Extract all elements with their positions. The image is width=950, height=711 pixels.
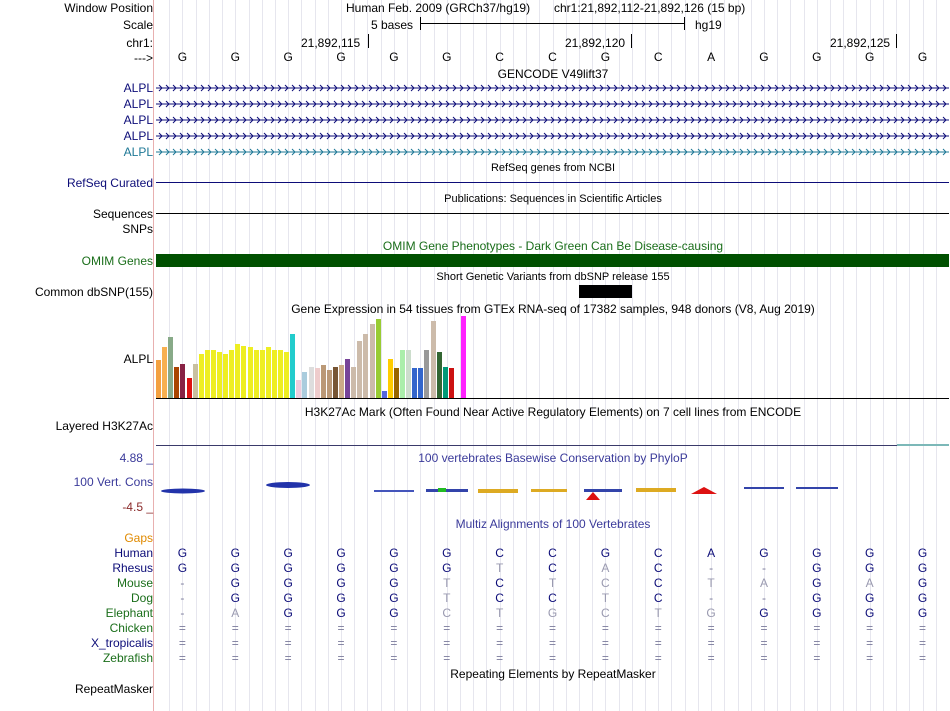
alignment-base: C: [548, 561, 557, 575]
alignment-base: T: [707, 576, 715, 590]
gencode-transcript[interactable]: [156, 147, 949, 157]
alignment-base: C: [601, 576, 610, 590]
gtex-tissue-bar[interactable]: [315, 368, 320, 398]
alignment-base: =: [654, 636, 662, 650]
scale-label[interactable]: Scale: [122, 18, 153, 32]
logo-glyph-t: [438, 488, 446, 492]
alignment-base: A: [865, 576, 874, 590]
alignment-base: A: [231, 606, 240, 620]
alignment-base: G: [336, 561, 346, 575]
coord-tick: [631, 34, 632, 48]
alignment-base: C: [495, 546, 504, 560]
alignment-base: C: [548, 546, 557, 560]
gencode-transcript[interactable]: [156, 99, 949, 109]
gtex-tissue-bar[interactable]: [229, 350, 234, 398]
scale-bar-text: 5 bases: [371, 18, 414, 32]
gtex-tissue-bar[interactable]: [254, 350, 259, 398]
alignment-base: =: [760, 636, 768, 650]
h3k27ac-signal: [897, 444, 949, 446]
alignment-base: G: [812, 546, 822, 560]
dbsnp-variant-feature[interactable]: [579, 285, 632, 298]
alignment-base: =: [443, 636, 451, 650]
gencode-track-title: GENCODE V49lift37: [497, 67, 609, 81]
alignment-base: G: [336, 591, 346, 605]
gtex-tissue-bar[interactable]: [309, 367, 314, 398]
alignment-base: =: [601, 621, 609, 635]
gtex-tissue-bar[interactable]: [211, 350, 216, 398]
alignment-base: C: [495, 576, 504, 590]
omim-gene-feature[interactable]: [156, 254, 949, 267]
gtex-tissue-bar[interactable]: [284, 352, 289, 398]
species-label-chicken[interactable]: Chicken: [109, 621, 153, 635]
publications-track-title: Publications: Sequences in Scientific Articles: [444, 193, 662, 205]
chrom-label[interactable]: chr1:: [126, 36, 153, 50]
alignment-base: -: [709, 591, 714, 605]
gtex-tissue-bar[interactable]: [193, 364, 198, 398]
alignment-base: =: [337, 621, 345, 635]
gtex-tissue-bar[interactable]: [461, 316, 466, 398]
alignment-base: G: [283, 546, 293, 560]
gtex-tissue-bar[interactable]: [272, 350, 277, 398]
base-letter: G: [917, 50, 928, 64]
base-letter: C: [495, 50, 504, 64]
gtex-tissue-bar[interactable]: [187, 378, 192, 398]
scale-db: hg19: [695, 18, 722, 32]
gtex-tissue-bar[interactable]: [351, 367, 356, 398]
transcript-strand-arrows: [156, 117, 949, 123]
alignment-base: =: [654, 621, 662, 635]
alignment-base: G: [336, 606, 346, 620]
base-letter: G: [230, 50, 240, 64]
phylop-logo: [156, 476, 949, 500]
base-letter: G: [389, 50, 399, 64]
phylop-min-label: -4.5 _: [122, 500, 153, 514]
phylop-track-title: 100 vertebrates Basewise Conservation by PhyloP: [418, 451, 688, 465]
alignment-base: G: [230, 546, 240, 560]
alignment-base: =: [654, 651, 662, 665]
transcript-strand-arrows: [156, 101, 949, 107]
alignment-base: G: [389, 591, 399, 605]
dbsnp-track-label[interactable]: Common dbSNP(155): [34, 285, 153, 299]
gtex-tissue-bar[interactable]: [296, 380, 301, 398]
logo-glyph: [744, 487, 784, 489]
logo-glyph-g: [266, 482, 310, 488]
alignment-base: T: [654, 606, 662, 620]
gencode-gene-label[interactable]: ALPL: [123, 113, 153, 127]
alignment-base: =: [390, 621, 398, 635]
base-letter: G: [177, 50, 188, 64]
multiz-gaps-label[interactable]: Gaps: [124, 531, 153, 545]
base-letter: G: [336, 50, 346, 64]
alignment-base: G: [812, 606, 822, 620]
alignment-base: =: [390, 636, 398, 650]
gtex-track-label[interactable]: ALPL: [123, 352, 153, 366]
alignment-base: G: [759, 606, 769, 620]
refseq-track-line: [156, 182, 949, 183]
alignment-base: =: [443, 651, 451, 665]
gtex-tissue-bar[interactable]: [333, 367, 338, 398]
refseq-track-label[interactable]: RefSeq Curated: [66, 176, 153, 190]
repeatmasker-track-label[interactable]: RepeatMasker: [74, 682, 153, 696]
alignment-base: G: [865, 546, 875, 560]
gtex-tissue-bar[interactable]: [339, 365, 344, 398]
base-letter: G: [865, 50, 875, 64]
alignment-base: C: [442, 606, 452, 620]
species-label-dog[interactable]: Dog: [130, 591, 153, 605]
alignment-base: =: [919, 621, 927, 635]
alignment-base: =: [337, 636, 345, 650]
alignment-base: =: [919, 636, 927, 650]
alignment-base: =: [443, 621, 451, 635]
alignment-base: G: [547, 606, 558, 620]
alignment-base: C: [653, 546, 663, 560]
gtex-tissue-bar[interactable]: [449, 368, 454, 398]
snps-track-label[interactable]: SNPs: [122, 222, 153, 236]
alignment-base: -: [180, 591, 185, 605]
alignment-base: G: [759, 546, 769, 560]
base-letter: G: [759, 50, 769, 64]
alignment-base: =: [231, 636, 239, 650]
refseq-track-title: RefSeq genes from NCBI: [490, 162, 616, 174]
h3k27ac-track-title: H3K27Ac Mark (Often Found Near Active Regulatory Elements) on 7 cell lines from ENCODE: [304, 405, 802, 419]
gtex-tissue-bar[interactable]: [357, 341, 362, 398]
gtex-tissue-bar[interactable]: [431, 321, 436, 398]
gtex-tissue-bar[interactable]: [162, 347, 167, 398]
alignment-base: C: [653, 576, 663, 590]
base-letter: G: [283, 50, 293, 64]
coord-tick-label: 21,892,115: [301, 36, 361, 50]
gtex-tissue-bar[interactable]: [223, 354, 228, 398]
coord-tick: [368, 34, 369, 48]
alignment-base: G: [389, 561, 399, 575]
alignment-base: G: [177, 561, 188, 575]
alignment-base: -: [761, 591, 766, 605]
gtex-tissue-bar[interactable]: [327, 370, 332, 398]
alignment-base: T: [495, 561, 504, 575]
transcript-strand-arrows: [156, 85, 949, 91]
alignment-base: =: [760, 621, 768, 635]
multiz-track-title: Multiz Alignments of 100 Vertebrates: [455, 517, 651, 531]
h3k27ac-track-line: [156, 445, 949, 446]
alignment-base: T: [443, 591, 451, 605]
alignment-base: G: [917, 576, 928, 590]
alignment-base: A: [601, 561, 610, 575]
gtex-tissue-bar[interactable]: [394, 368, 399, 398]
alignment-base: =: [707, 651, 715, 665]
base-letter: G: [600, 50, 611, 64]
alignment-base: =: [337, 651, 345, 665]
h3k27ac-track-label[interactable]: Layered H3K27Ac: [55, 419, 153, 433]
gencode-transcript[interactable]: [156, 115, 949, 125]
scale-bar-right-tick: [684, 17, 685, 30]
logo-glyph-a: [586, 492, 600, 500]
publications-track-label[interactable]: Sequences: [92, 207, 153, 221]
gtex-tissue-bar[interactable]: [302, 372, 307, 398]
alignment-base: G: [283, 591, 293, 605]
alignment-base: =: [707, 636, 715, 650]
gtex-tissue-bar[interactable]: [345, 359, 350, 398]
base-letter: C: [548, 50, 557, 64]
alignment-base: =: [231, 621, 239, 635]
gtex-tissue-bar[interactable]: [266, 347, 271, 398]
alignment-base: =: [866, 621, 874, 635]
alignment-base: =: [231, 651, 239, 665]
alignment-base: G: [865, 591, 875, 605]
species-label-zebrafish[interactable]: Zebrafish: [102, 651, 153, 665]
alignment-base: =: [548, 651, 556, 665]
alignment-base: -: [180, 576, 185, 590]
gtex-tissue-bar[interactable]: [406, 350, 411, 398]
alignment-base: =: [178, 651, 186, 665]
alignment-base: -: [761, 561, 766, 575]
alignment-base: G: [812, 576, 822, 590]
alignment-base: G: [442, 546, 452, 560]
repeatmasker-track-title: Repeating Elements by RepeatMasker: [450, 667, 656, 681]
transcript-strand-arrows: [156, 149, 949, 155]
alignment-base: C: [653, 561, 663, 575]
alignment-base: G: [389, 576, 399, 590]
species-label-mouse[interactable]: Mouse: [116, 576, 153, 590]
gtex-tissue-bar[interactable]: [241, 346, 246, 398]
gtex-tissue-bar[interactable]: [363, 334, 368, 398]
alignment-base: G: [389, 546, 399, 560]
alignment-base: -: [709, 561, 714, 575]
gtex-tissue-bar[interactable]: [376, 319, 381, 398]
gtex-tissue-bar[interactable]: [443, 367, 448, 398]
gtex-tissue-bar[interactable]: [321, 365, 326, 398]
logo-glyph: [374, 490, 414, 492]
gtex-tissue-bar[interactable]: [278, 350, 283, 398]
alignment-base: =: [866, 636, 874, 650]
alignment-base: =: [919, 651, 927, 665]
gtex-tissue-bar[interactable]: [156, 360, 161, 398]
alignment-base: =: [496, 621, 504, 635]
logo-glyph-g: [161, 489, 205, 494]
alignment-base: G: [389, 606, 399, 620]
base-letter: C: [653, 50, 663, 64]
alignment-base: T: [495, 606, 504, 620]
alignment-base: C: [601, 606, 610, 620]
gencode-gene-label[interactable]: ALPL: [123, 145, 153, 159]
logo-glyph-c: [478, 489, 518, 493]
gtex-tissue-bar[interactable]: [180, 364, 185, 398]
alignment-base: =: [284, 621, 292, 635]
logo-glyph-c: [531, 489, 567, 492]
omim-track-label[interactable]: OMIM Genes: [81, 254, 153, 268]
window-position-value: chr1:21,892,112-21,892,126 (15 bp): [554, 1, 746, 15]
alignment-base: A: [759, 576, 768, 590]
alignment-base: -: [180, 606, 185, 620]
omim-track-title: OMIM Gene Phenotypes - Dark Green Can Be Disease-causing: [382, 239, 724, 253]
alignment-base: =: [178, 621, 186, 635]
alignment-base: G: [917, 561, 928, 575]
species-label-elephant[interactable]: Elephant: [105, 606, 153, 620]
alignment-base: T: [601, 591, 610, 605]
gtex-tissue-bar[interactable]: [168, 337, 173, 398]
gtex-baseline: [156, 398, 949, 399]
alignment-base: G: [706, 606, 716, 620]
alignment-base: =: [284, 636, 292, 650]
gencode-gene-label[interactable]: ALPL: [123, 97, 153, 111]
base-letter: G: [812, 50, 822, 64]
alignment-base: G: [917, 606, 928, 620]
alignment-base: =: [601, 636, 609, 650]
coord-tick-label: 21,892,120: [565, 36, 626, 50]
alignment-base: G: [336, 576, 346, 590]
gtex-tissue-bar[interactable]: [418, 368, 423, 398]
logo-glyph: [584, 489, 622, 492]
alignment-base: =: [813, 651, 821, 665]
gtex-tissue-bar[interactable]: [205, 350, 210, 398]
alignment-base: G: [283, 606, 293, 620]
gencode-gene-label[interactable]: ALPL: [123, 129, 153, 143]
alignment-base: C: [653, 591, 663, 605]
gencode-gene-label[interactable]: ALPL: [123, 81, 153, 95]
alignment-base: G: [865, 561, 875, 575]
gencode-transcript[interactable]: [156, 131, 949, 141]
alignment-base: G: [283, 576, 293, 590]
gtex-tissue-bar[interactable]: [217, 352, 222, 398]
window-position-label[interactable]: Window Position: [64, 1, 153, 15]
logo-glyph: [796, 487, 838, 489]
alignment-base: G: [442, 561, 452, 575]
coord-tick: [896, 34, 897, 48]
alignment-base: T: [548, 576, 557, 590]
alignment-base: G: [336, 546, 346, 560]
alignment-base: G: [812, 591, 822, 605]
phylop-track-label[interactable]: 100 Vert. Cons: [73, 475, 153, 489]
gtex-tissue-bar[interactable]: [412, 368, 417, 398]
alignment-base: G: [230, 591, 240, 605]
alignment-base: A: [707, 546, 716, 560]
assembly-name: Human Feb. 2009 (GRCh37/hg19): [346, 1, 531, 15]
alignment-base: =: [548, 621, 556, 635]
phylop-max-label: 4.88 _: [119, 451, 153, 465]
gtex-tissue-bar[interactable]: [370, 324, 375, 398]
logo-glyph-c: [636, 488, 676, 492]
alignment-base: =: [496, 651, 504, 665]
gtex-tissue-bar[interactable]: [437, 352, 442, 398]
alignment-base: G: [600, 546, 611, 560]
species-label-rhesus[interactable]: Rhesus: [112, 561, 153, 575]
alignment-base: =: [866, 651, 874, 665]
gencode-transcript[interactable]: [156, 83, 949, 93]
gtex-track-title: Gene Expression in 54 tissues from GTEx RNA-seq of 17382 samples, 948 donors (V8, Aug 2019): [291, 302, 815, 316]
scale-bar: [420, 23, 684, 24]
alignment-base: G: [812, 561, 822, 575]
alignment-base: =: [390, 651, 398, 665]
label-separator: [153, 0, 154, 711]
logo-glyph-a: [691, 487, 717, 494]
alignment-base: G: [865, 606, 875, 620]
alignment-base: =: [813, 636, 821, 650]
gtex-tissue-bar[interactable]: [235, 344, 240, 398]
alignment-base: G: [917, 591, 928, 605]
logo-glyph: [426, 489, 468, 492]
gtex-tissue-bar[interactable]: [290, 334, 295, 398]
alignment-base: =: [548, 636, 556, 650]
gtex-tissue-bar[interactable]: [174, 367, 179, 398]
alignment-base: =: [813, 621, 821, 635]
alignment-base: =: [496, 636, 504, 650]
alignment-base: =: [707, 621, 715, 635]
gtex-tissue-bar[interactable]: [400, 350, 405, 398]
alignment-base: T: [443, 576, 451, 590]
alignment-base: G: [283, 561, 293, 575]
alignment-base: =: [601, 651, 609, 665]
alignment-base: G: [230, 576, 240, 590]
gtex-tissue-bar[interactable]: [199, 354, 204, 398]
strand-label[interactable]: --->: [134, 51, 153, 65]
alignment-base: G: [917, 546, 928, 560]
alignment-base: =: [284, 651, 292, 665]
gtex-tissue-bar[interactable]: [248, 347, 253, 398]
transcript-strand-arrows: [156, 133, 949, 139]
alignment-base: C: [495, 591, 504, 605]
alignment-base: =: [760, 651, 768, 665]
dbsnp-track-title: Short Genetic Variants from dbSNP release 155: [436, 271, 670, 283]
base-letter: G: [442, 50, 452, 64]
gtex-expression-chart[interactable]: [156, 316, 949, 398]
base-letter: A: [707, 50, 716, 64]
coord-tick-label: 21,892,125: [830, 36, 891, 50]
gtex-tissue-bar[interactable]: [388, 359, 393, 398]
gtex-tissue-bar[interactable]: [260, 350, 265, 398]
alignment-base: G: [230, 561, 240, 575]
species-label-human[interactable]: Human: [114, 546, 153, 560]
gtex-tissue-bar[interactable]: [424, 350, 429, 398]
alignment-base: =: [178, 636, 186, 650]
alignment-base: C: [548, 591, 557, 605]
publications-track-line: [156, 213, 949, 214]
species-label-x-tropicalis[interactable]: X_tropicalis: [90, 636, 153, 650]
alignment-base: G: [177, 546, 188, 560]
